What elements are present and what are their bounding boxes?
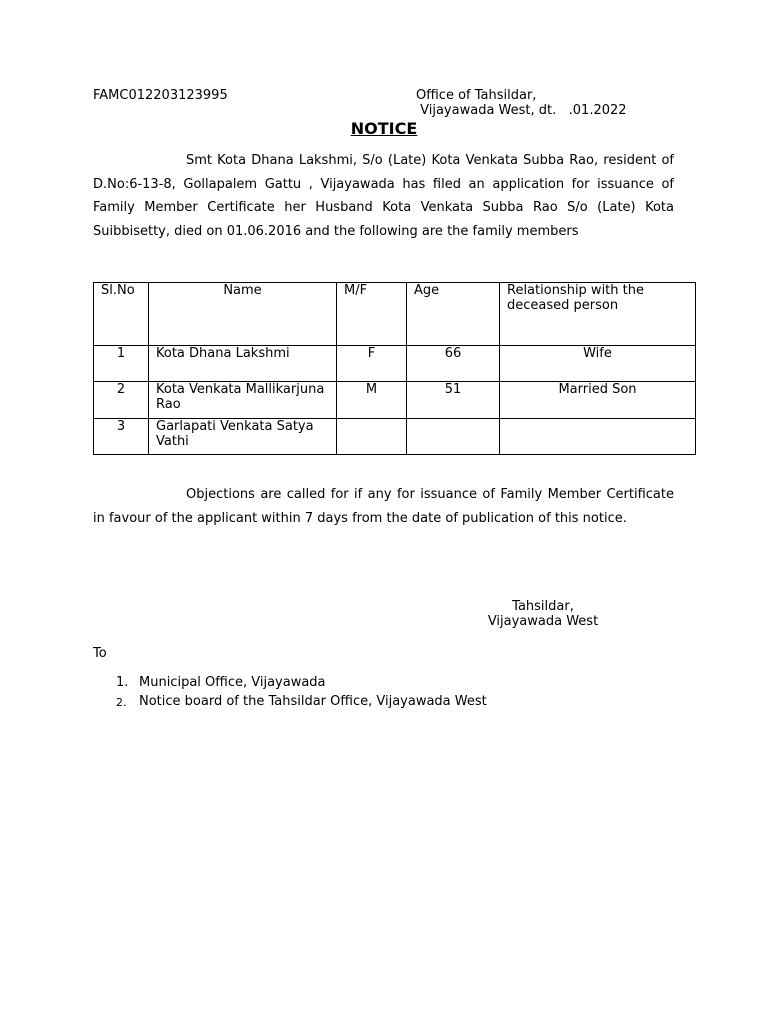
cell-age: 66 [407, 346, 500, 382]
cell-relationship: Married Son [500, 382, 696, 419]
cell-age [407, 419, 500, 455]
header-relationship: Relationship with the deceased person [500, 283, 696, 346]
notice-title: NOTICE [350, 119, 418, 138]
paragraph-1-text: Smt Kota Dhana Lakshmi, S/o (Late) Kota Venkata Subba Rao, resident of D.No:6-13-8, Gollapalem Gattu , Vijayawada has filed an application for issuance of Family Member Certificate her Husband Kota Venkata Subba Rao S/o (Late) Kota Suibbisetty, died on 01.06.2016 and the following are the family members [93, 153, 674, 239]
office-line-2: Vijayawada West, dt. .01.2022 [416, 103, 627, 118]
cell-mf: F [337, 346, 407, 382]
header-mf: M/F [337, 283, 407, 346]
cell-relationship: Wife [500, 346, 696, 382]
list-item-number: 2. [116, 696, 127, 709]
cell-name: Garlapati Venkata Satya Vathi [149, 419, 337, 455]
office-line-1: Office of Tahsildar, [416, 88, 537, 103]
office-address [416, 88, 627, 118]
table-row [94, 382, 696, 419]
cell-slno: 2 [94, 382, 149, 419]
notice-paragraph-2 [93, 483, 674, 530]
cell-name: Kota Venkata Mallikarjuna Rao [149, 382, 337, 419]
cell-mf: M [337, 382, 407, 419]
header-age: Age [407, 283, 500, 346]
list-item-text: Municipal Office, Vijayawada [139, 675, 326, 690]
list-item-text: Notice board of the Tahsildar Office, Vijayawada West [139, 694, 487, 709]
paragraph-2-text: Objections are called for if any for issuance of Family Member Certificate in favour of the applicant within 7 days from the date of publication of this notice. [93, 487, 674, 526]
signature-line-1: Tahsildar, [512, 599, 574, 614]
header-slno: Sl.No [94, 283, 149, 346]
to-label: To [93, 646, 107, 661]
signature-block [481, 599, 605, 629]
cell-name: Kota Dhana Lakshmi [149, 346, 337, 382]
cell-age: 51 [407, 382, 500, 419]
cell-mf [337, 419, 407, 455]
cell-slno: 1 [94, 346, 149, 382]
table-header-row [94, 283, 696, 346]
table-row [94, 346, 696, 382]
reference-number: FAMC012203123995 [93, 88, 228, 103]
family-members-table [93, 282, 696, 455]
signature-line-2: Vijayawada West [487, 614, 599, 629]
cell-relationship [500, 419, 696, 455]
notice-paragraph-1 [93, 149, 674, 243]
table-row [94, 419, 696, 455]
cell-slno: 3 [94, 419, 149, 455]
header-name: Name [149, 283, 337, 346]
list-item-number: 1. [116, 675, 129, 690]
